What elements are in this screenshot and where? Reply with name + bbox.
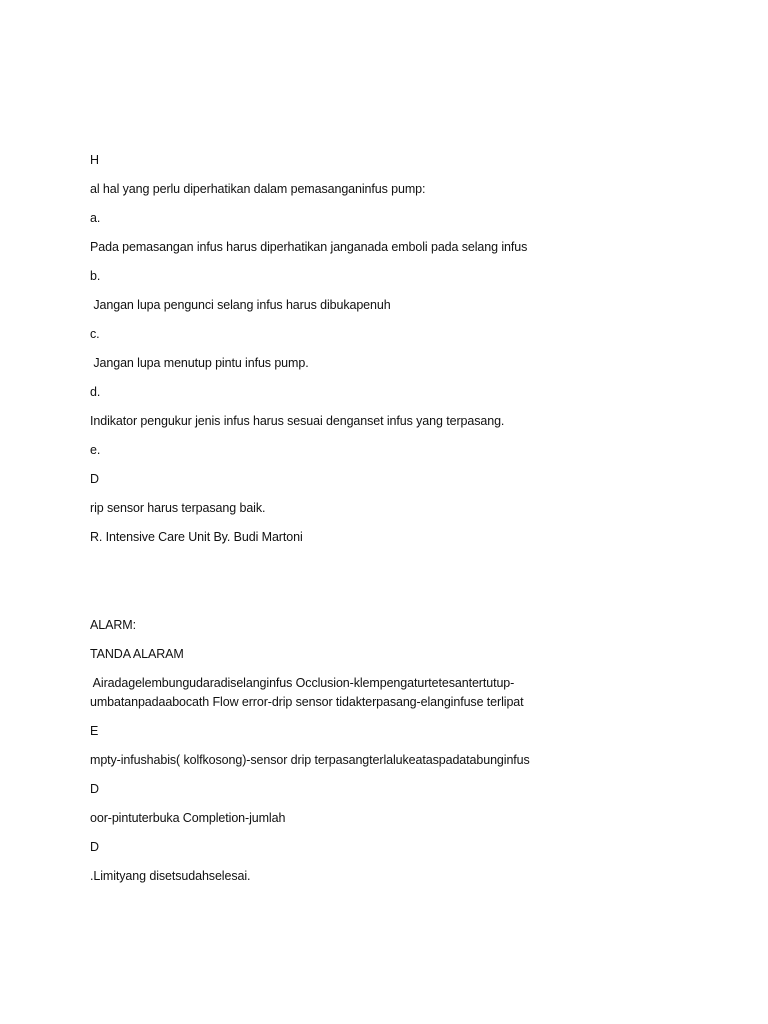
list-marker-e: e. xyxy=(90,443,101,457)
list-item-c: Jangan lupa menutup pintu infus pump. xyxy=(90,356,309,370)
list-marker-c: c. xyxy=(90,327,100,341)
list-item-a: Pada pemasangan infus harus diperhatikan janganada emboli pada selang infus xyxy=(90,240,528,254)
empty-initial: E xyxy=(90,724,99,738)
list-marker-d: d. xyxy=(90,385,101,399)
intro-text: al hal yang perlu diperhatikan dalam pemasanganinfus pump: xyxy=(90,182,426,196)
limit-initial: D xyxy=(90,840,99,854)
list-item-e-initial: D xyxy=(90,472,99,486)
list-item-d: Indikator pengukur jenis infus harus sesuai denganset infus yang terpasang. xyxy=(90,414,505,428)
door-initial: D xyxy=(90,782,99,796)
alarm-text-line-1: Airadagelembungudaradiselanginfus Occlusion-klempengaturtetesantertutup- xyxy=(90,676,515,690)
list-marker-a: a. xyxy=(90,211,101,225)
list-item-e: rip sensor harus terpasang baik. xyxy=(90,501,266,515)
list-marker-b: b. xyxy=(90,269,101,283)
alarm-text-line-2: umbatanpadaabocath Flow error-drip sensor tidakterpasang-elanginfuse terlipat xyxy=(90,695,524,709)
limit-text: .Limityang disetsudahselesai. xyxy=(90,869,251,883)
source-credit: R. Intensive Care Unit By. Budi Martoni xyxy=(90,530,303,544)
door-text: oor-pintuterbuka Completion-jumlah xyxy=(90,811,286,825)
alarm-heading: ALARM: xyxy=(90,618,136,632)
list-item-b: Jangan lupa pengunci selang infus harus dibukapenuh xyxy=(90,298,391,312)
tanda-alaram-heading: TANDA ALARAM xyxy=(90,647,184,661)
empty-text: mpty-infushabis( kolfkosong)-sensor drip terpasangterlalukeataspadatabunginfus xyxy=(90,753,530,767)
heading-letter: H xyxy=(90,153,99,167)
